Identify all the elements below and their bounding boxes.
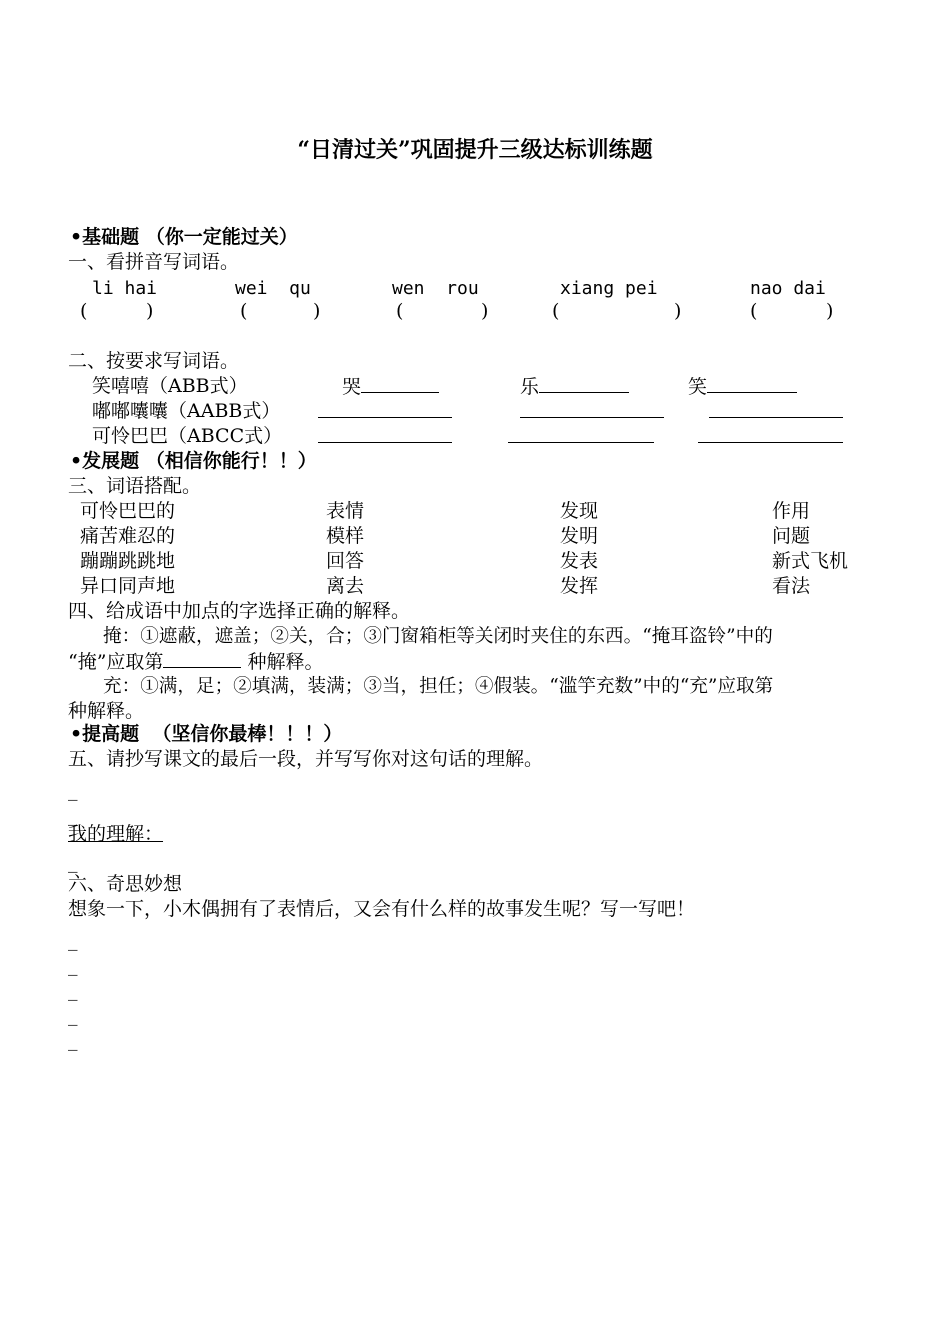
- match-item[interactable]: 发挥: [560, 575, 599, 597]
- match-item[interactable]: 发明: [560, 525, 599, 547]
- q2-row2-label: 嘟嘟囔囔（AABB式）: [92, 400, 281, 422]
- match-item[interactable]: 看法: [772, 575, 811, 597]
- q2-row1-label: 笑嘻嘻（ABB式）: [92, 375, 248, 397]
- match-item[interactable]: 蹦蹦跳跳地: [80, 550, 176, 572]
- q3-heading: 三、词语搭配。: [68, 475, 202, 497]
- writing-line[interactable]: _: [68, 1004, 78, 1026]
- pinyin-1: li hai: [92, 278, 158, 299]
- q4-item1-line2: “掩”应取第 种解释。: [68, 651, 324, 673]
- blank-line[interactable]: [707, 374, 797, 393]
- writing-line[interactable]: _: [68, 979, 78, 1001]
- q4-item2-line2: 种解释。: [68, 700, 145, 722]
- match-item[interactable]: 作用: [772, 500, 811, 522]
- match-item[interactable]: 异口同声地: [80, 575, 176, 597]
- match-item[interactable]: 模样: [326, 525, 365, 547]
- section-develop: •发展题 （相信你能行！！）: [70, 450, 317, 472]
- match-item[interactable]: 发表: [560, 550, 599, 572]
- match-item[interactable]: 发现: [560, 500, 599, 522]
- blank-line[interactable]: [508, 424, 654, 443]
- match-item[interactable]: 离去: [326, 575, 365, 597]
- blank-line[interactable]: [520, 399, 664, 418]
- writing-line[interactable]: _: [68, 929, 78, 951]
- q2-row3-label: 可怜巴巴（ABCC式）: [92, 425, 283, 447]
- paren-open: (: [80, 300, 88, 322]
- q6-heading: 六、奇思妙想: [68, 873, 183, 895]
- q2-word-cry: 哭: [342, 374, 439, 400]
- q2-word-laugh: 笑: [688, 374, 797, 400]
- q6-prompt: 想象一下，小木偶拥有了表情后，又会有什么样的故事发生呢？写一写吧！: [68, 898, 696, 920]
- q4-item2-line1: 充：①满，足；②填满，装满；③当，担任；④假装。“滥竽充数”中的“充”应取第: [103, 676, 774, 697]
- page-title: “日清过关”巩固提升三级达标训练题: [297, 137, 653, 163]
- match-item[interactable]: 新式飞机: [772, 550, 849, 572]
- paren-open: (: [750, 300, 758, 322]
- writing-line[interactable]: _: [68, 954, 78, 976]
- paren-close: ): [674, 300, 682, 322]
- writing-line[interactable]: _: [68, 779, 78, 801]
- q5-heading: 五、请抄写课文的最后一段，并写写你对这句话的理解。: [68, 748, 544, 770]
- match-item[interactable]: 回答: [326, 550, 365, 572]
- match-item[interactable]: 痛苦难忍的: [80, 525, 176, 547]
- q2-heading: 二、按要求写词语。: [68, 350, 240, 372]
- blank-line[interactable]: [698, 424, 843, 443]
- paren-open: (: [240, 300, 248, 322]
- blank-line[interactable]: [709, 399, 843, 418]
- writing-line[interactable]: _: [68, 851, 78, 873]
- paren-open: (: [552, 300, 560, 322]
- my-understanding-label: 我的理解：: [68, 823, 164, 845]
- paren-close: ): [826, 300, 834, 322]
- section-basic: •基础题 （你一定能过关）: [70, 226, 298, 248]
- pinyin-5: nao dai: [750, 278, 826, 299]
- q4-heading: 四、给成语中加点的字选择正确的解释。: [68, 600, 411, 622]
- blank-line[interactable]: [318, 399, 452, 418]
- paren-close: ): [313, 300, 321, 322]
- match-item[interactable]: 表情: [326, 500, 365, 522]
- paren-close: ): [481, 300, 489, 322]
- blank-line[interactable]: [361, 374, 439, 393]
- answer-blank[interactable]: [163, 649, 241, 668]
- blank-line[interactable]: [539, 374, 629, 393]
- pinyin-2: wei qu: [235, 278, 311, 299]
- pinyin-4: xiang pei: [560, 278, 658, 299]
- q4-item1-line1: 掩：①遮蔽，遮盖；②关，合；③门窗箱柜等关闭时夹住的东西。“掩耳盗铃”中的: [103, 626, 773, 647]
- match-item[interactable]: 可怜巴巴的: [80, 500, 176, 522]
- writing-line[interactable]: _: [68, 1029, 78, 1051]
- q2-word-happy: 乐: [520, 374, 629, 400]
- pinyin-3: wen rou: [392, 278, 479, 299]
- blank-line[interactable]: [318, 424, 452, 443]
- section-advanced: •提高题 （坚信你最棒！！！）: [70, 723, 343, 745]
- paren-open: (: [396, 300, 404, 322]
- q1-heading: 一、看拼音写词语。: [68, 251, 240, 273]
- paren-close: ): [146, 300, 154, 322]
- writing-line[interactable]: _: [68, 804, 78, 826]
- match-item[interactable]: 问题: [772, 525, 811, 547]
